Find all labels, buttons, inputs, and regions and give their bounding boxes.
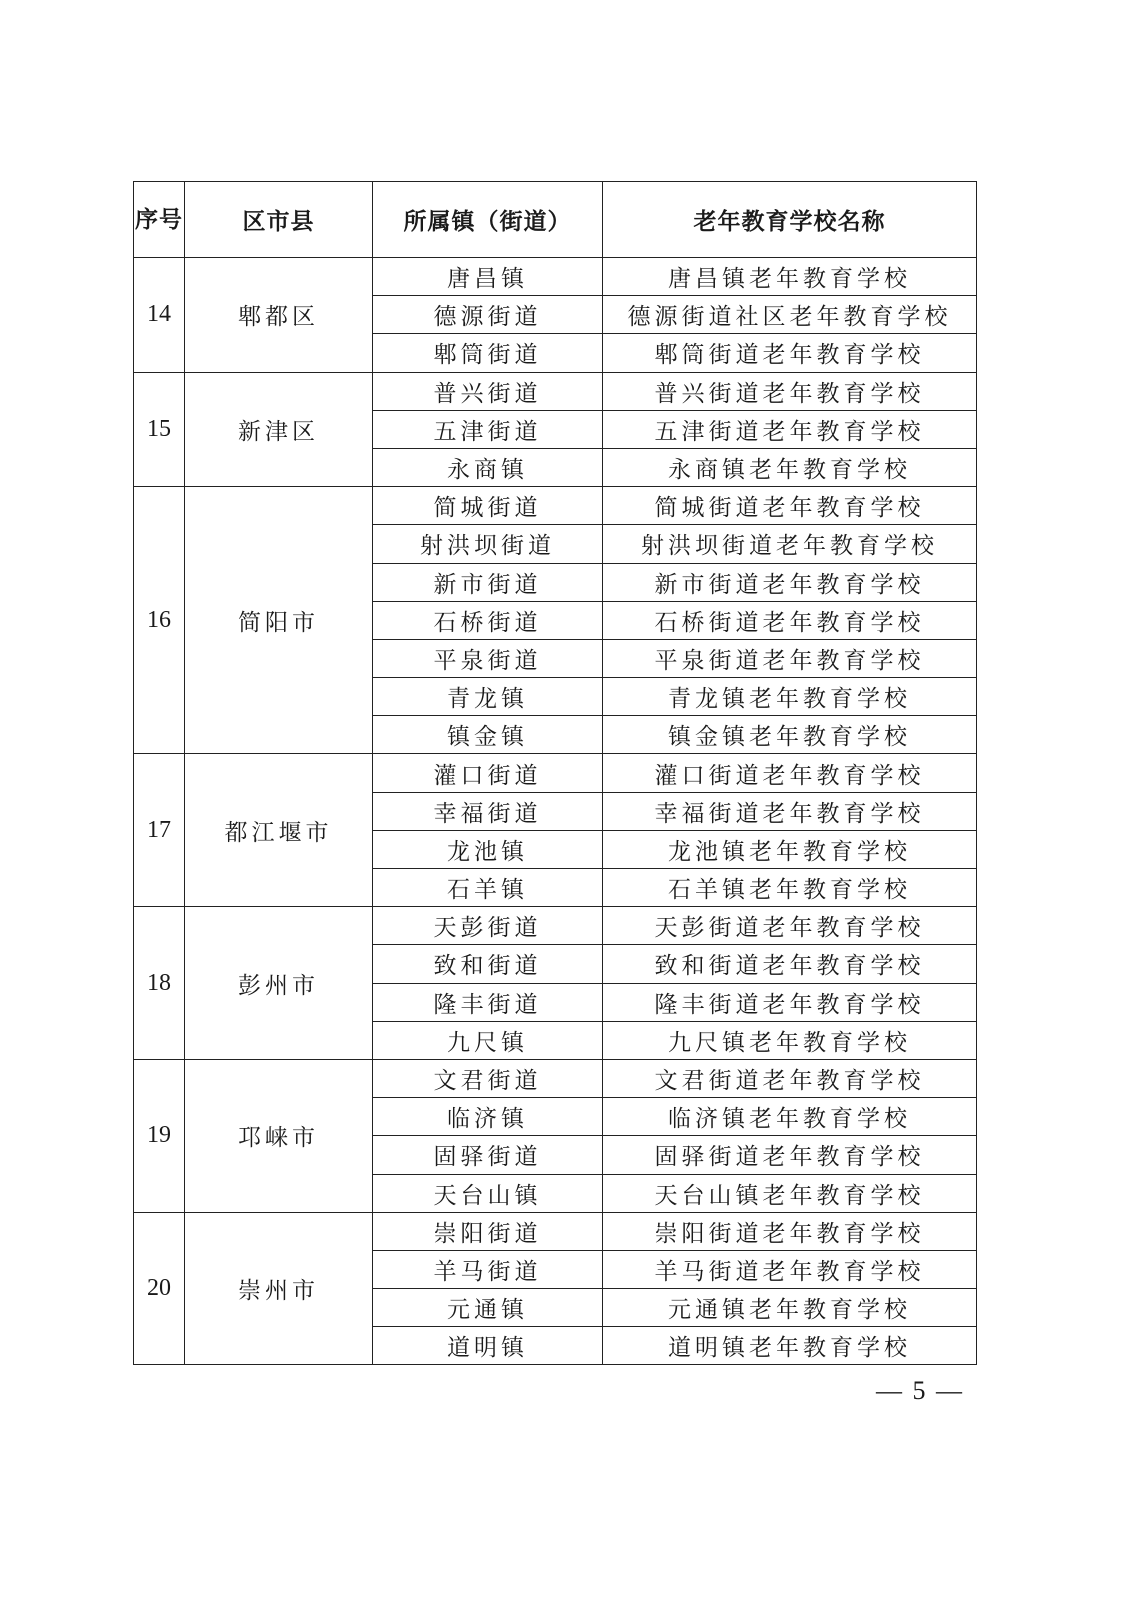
- town-cell: 五津街道: [373, 410, 603, 448]
- town-cell: 新市街道: [373, 563, 603, 601]
- school-name-cell: 平泉街道老年教育学校: [603, 639, 977, 677]
- town-cell: 临济镇: [373, 1098, 603, 1136]
- header-district: 区市县: [185, 182, 373, 258]
- school-name-cell: 道明镇老年教育学校: [603, 1327, 977, 1365]
- district-cell: 都江堰市: [185, 754, 373, 907]
- district-cell: 邛崃市: [185, 1059, 373, 1212]
- table-row: [134, 258, 977, 296]
- school-name-cell: 天彭街道老年教育学校: [603, 907, 977, 945]
- school-name-cell: 隆丰街道老年教育学校: [603, 983, 977, 1021]
- town-cell: 龙池镇: [373, 830, 603, 868]
- town-cell: 元通镇: [373, 1289, 603, 1327]
- town-cell: 灌口街道: [373, 754, 603, 792]
- group-number: 19: [134, 1059, 185, 1212]
- school-name-cell: 元通镇老年教育学校: [603, 1289, 977, 1327]
- school-name-cell: 文君街道老年教育学校: [603, 1059, 977, 1097]
- group-number: 16: [134, 487, 185, 754]
- school-table: [133, 181, 977, 1365]
- table-row: [134, 487, 977, 525]
- school-name-cell: 石桥街道老年教育学校: [603, 601, 977, 639]
- town-cell: 天台山镇: [373, 1174, 603, 1212]
- header-school: 老年教育学校名称: [603, 182, 977, 258]
- school-name-cell: 镇金镇老年教育学校: [603, 716, 977, 754]
- school-name-cell: 德源街道社区老年教育学校: [603, 296, 977, 334]
- group-number: 15: [134, 372, 185, 487]
- district-cell: 新津区: [185, 372, 373, 487]
- table-body: [134, 258, 977, 1365]
- table-row: [134, 754, 977, 792]
- town-cell: 简城街道: [373, 487, 603, 525]
- town-cell: 幸福街道: [373, 792, 603, 830]
- district-cell: 彭州市: [185, 907, 373, 1060]
- group-number: 18: [134, 907, 185, 1060]
- group-number: 14: [134, 258, 185, 373]
- school-name-cell: 九尺镇老年教育学校: [603, 1021, 977, 1059]
- town-cell: 射洪坝街道: [373, 525, 603, 563]
- town-cell: 德源街道: [373, 296, 603, 334]
- town-cell: 固驿街道: [373, 1136, 603, 1174]
- district-cell: 简阳市: [185, 487, 373, 754]
- town-cell: 崇阳街道: [373, 1212, 603, 1250]
- town-cell: 永商镇: [373, 448, 603, 486]
- district-cell: 崇州市: [185, 1212, 373, 1365]
- school-name-cell: 固驿街道老年教育学校: [603, 1136, 977, 1174]
- school-name-cell: 郫筒街道老年教育学校: [603, 334, 977, 372]
- table-row: [134, 907, 977, 945]
- school-name-cell: 青龙镇老年教育学校: [603, 678, 977, 716]
- town-cell: 天彭街道: [373, 907, 603, 945]
- town-cell: 平泉街道: [373, 639, 603, 677]
- town-cell: 普兴街道: [373, 372, 603, 410]
- town-cell: 青龙镇: [373, 678, 603, 716]
- header-seq: 序号: [134, 182, 185, 258]
- town-cell: 镇金镇: [373, 716, 603, 754]
- school-name-cell: 临济镇老年教育学校: [603, 1098, 977, 1136]
- town-cell: 九尺镇: [373, 1021, 603, 1059]
- header-row: [134, 182, 977, 258]
- table-row: [134, 1212, 977, 1250]
- group-number: 17: [134, 754, 185, 907]
- school-name-cell: 羊马街道老年教育学校: [603, 1250, 977, 1288]
- school-name-cell: 新市街道老年教育学校: [603, 563, 977, 601]
- town-cell: 隆丰街道: [373, 983, 603, 1021]
- town-cell: 郫筒街道: [373, 334, 603, 372]
- school-name-cell: 简城街道老年教育学校: [603, 487, 977, 525]
- group-number: 20: [134, 1212, 185, 1365]
- school-name-cell: 致和街道老年教育学校: [603, 945, 977, 983]
- town-cell: 石桥街道: [373, 601, 603, 639]
- table-header: [134, 182, 977, 258]
- school-name-cell: 唐昌镇老年教育学校: [603, 258, 977, 296]
- school-name-cell: 五津街道老年教育学校: [603, 410, 977, 448]
- town-cell: 羊马街道: [373, 1250, 603, 1288]
- school-name-cell: 天台山镇老年教育学校: [603, 1174, 977, 1212]
- school-name-cell: 永商镇老年教育学校: [603, 448, 977, 486]
- school-name-cell: 普兴街道老年教育学校: [603, 372, 977, 410]
- school-table-container: [133, 181, 976, 1365]
- town-cell: 致和街道: [373, 945, 603, 983]
- town-cell: 道明镇: [373, 1327, 603, 1365]
- table-row: [134, 1059, 977, 1097]
- school-name-cell: 石羊镇老年教育学校: [603, 869, 977, 907]
- school-name-cell: 崇阳街道老年教育学校: [603, 1212, 977, 1250]
- school-name-cell: 幸福街道老年教育学校: [603, 792, 977, 830]
- town-cell: 石羊镇: [373, 869, 603, 907]
- district-cell: 郫都区: [185, 258, 373, 373]
- town-cell: 文君街道: [373, 1059, 603, 1097]
- header-town: 所属镇（街道）: [373, 182, 603, 258]
- table-row: [134, 372, 977, 410]
- town-cell: 唐昌镇: [373, 258, 603, 296]
- school-name-cell: 灌口街道老年教育学校: [603, 754, 977, 792]
- school-name-cell: 射洪坝街道老年教育学校: [603, 525, 977, 563]
- school-name-cell: 龙池镇老年教育学校: [603, 830, 977, 868]
- page-number: — 5 —: [876, 1376, 964, 1405]
